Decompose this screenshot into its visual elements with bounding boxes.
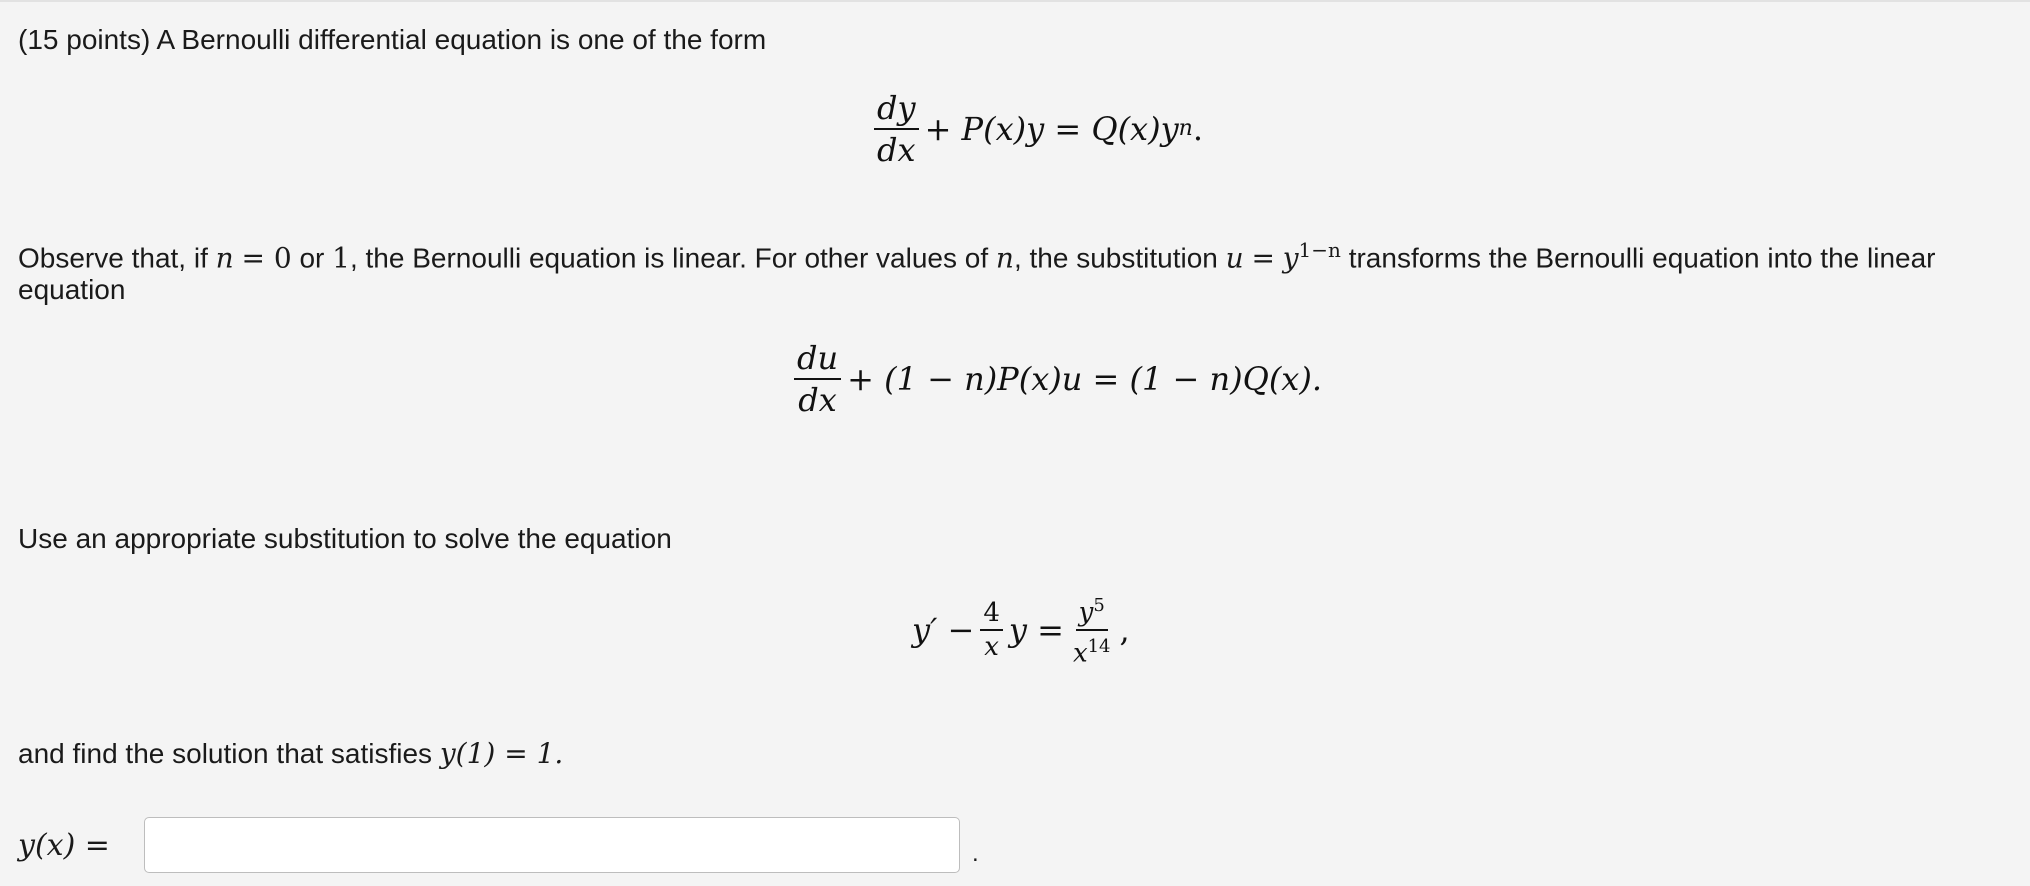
fraction-denominator: dx bbox=[877, 131, 916, 169]
fraction-numerator: dy bbox=[874, 88, 919, 130]
observe-mid: , the Bernoulli equation is linear. For other values of bbox=[349, 242, 989, 274]
given-rhs-fraction bbox=[1070, 590, 1114, 669]
observe-equals: = bbox=[1251, 241, 1275, 275]
fraction-denominator: dx bbox=[798, 381, 837, 419]
var-n: n bbox=[215, 241, 234, 275]
derivative-fraction bbox=[874, 88, 919, 170]
rhs-denominator bbox=[1070, 631, 1114, 670]
observe-paragraph-line2: equation bbox=[18, 274, 126, 305]
answer-label: y(x) = bbox=[18, 827, 110, 863]
fraction-denominator: x bbox=[984, 631, 999, 662]
bernoulli-equation: $\frac{dy}{dx}$ + P(x)y = Q(x)y n . bbox=[868, 88, 1203, 170]
derivative-fraction-du bbox=[794, 338, 841, 420]
substitution-exponent: 1−n bbox=[1298, 238, 1341, 262]
answer-trailing-period: . bbox=[972, 840, 979, 867]
equation-tail: . bbox=[1192, 110, 1203, 148]
rhs-numerator-exp: 5 bbox=[1093, 595, 1105, 616]
observe-one: 1 bbox=[332, 241, 350, 275]
rhs-numerator-base: y bbox=[1078, 597, 1094, 628]
linear-equation bbox=[788, 338, 1322, 420]
fraction-numerator: 4 bbox=[980, 597, 1003, 631]
given-coefficient-fraction bbox=[980, 597, 1003, 663]
observe-suffix: transforms the Bernoulli equation into the linear bbox=[1348, 242, 1936, 274]
answer-input[interactable] bbox=[144, 817, 960, 873]
given-equation bbox=[912, 590, 1130, 669]
problem-intro: (15 points) A Bernoulli differential equation is one of the form bbox=[18, 24, 767, 55]
equation-rest: + P(x)y = Q(x)y bbox=[924, 110, 1179, 148]
var-u: u bbox=[1225, 241, 1244, 275]
equation-rest: + (1 − n)P(x)u = (1 − n)Q(x). bbox=[847, 360, 1322, 398]
rhs-denominator-exp: 14 bbox=[1087, 635, 1111, 657]
answer-row bbox=[18, 817, 979, 873]
find-solution-line bbox=[18, 734, 563, 774]
rhs-denominator-base: x bbox=[1072, 638, 1088, 669]
observe-eq-zero: = 0 bbox=[241, 241, 292, 275]
observe-sub: , the substitution bbox=[1013, 242, 1218, 274]
rhs-numerator bbox=[1076, 590, 1108, 631]
use-substitution-text: Use an appropriate substitution to solve the equation bbox=[18, 523, 672, 554]
initial-condition: y(1) = 1. bbox=[439, 737, 564, 770]
observe-prefix: Observe that, if bbox=[18, 242, 208, 274]
var-n-2: n bbox=[995, 241, 1014, 275]
find-text: and find the solution that satisfies bbox=[18, 738, 433, 769]
given-tail: , bbox=[1119, 610, 1130, 649]
var-y: y bbox=[1282, 241, 1299, 275]
observe-or: or bbox=[299, 242, 325, 274]
given-mid: y = bbox=[1008, 610, 1064, 649]
fraction-numerator: du bbox=[794, 338, 841, 380]
observe-paragraph-line1 bbox=[18, 230, 1936, 278]
given-lhs: y′ − bbox=[912, 610, 975, 649]
